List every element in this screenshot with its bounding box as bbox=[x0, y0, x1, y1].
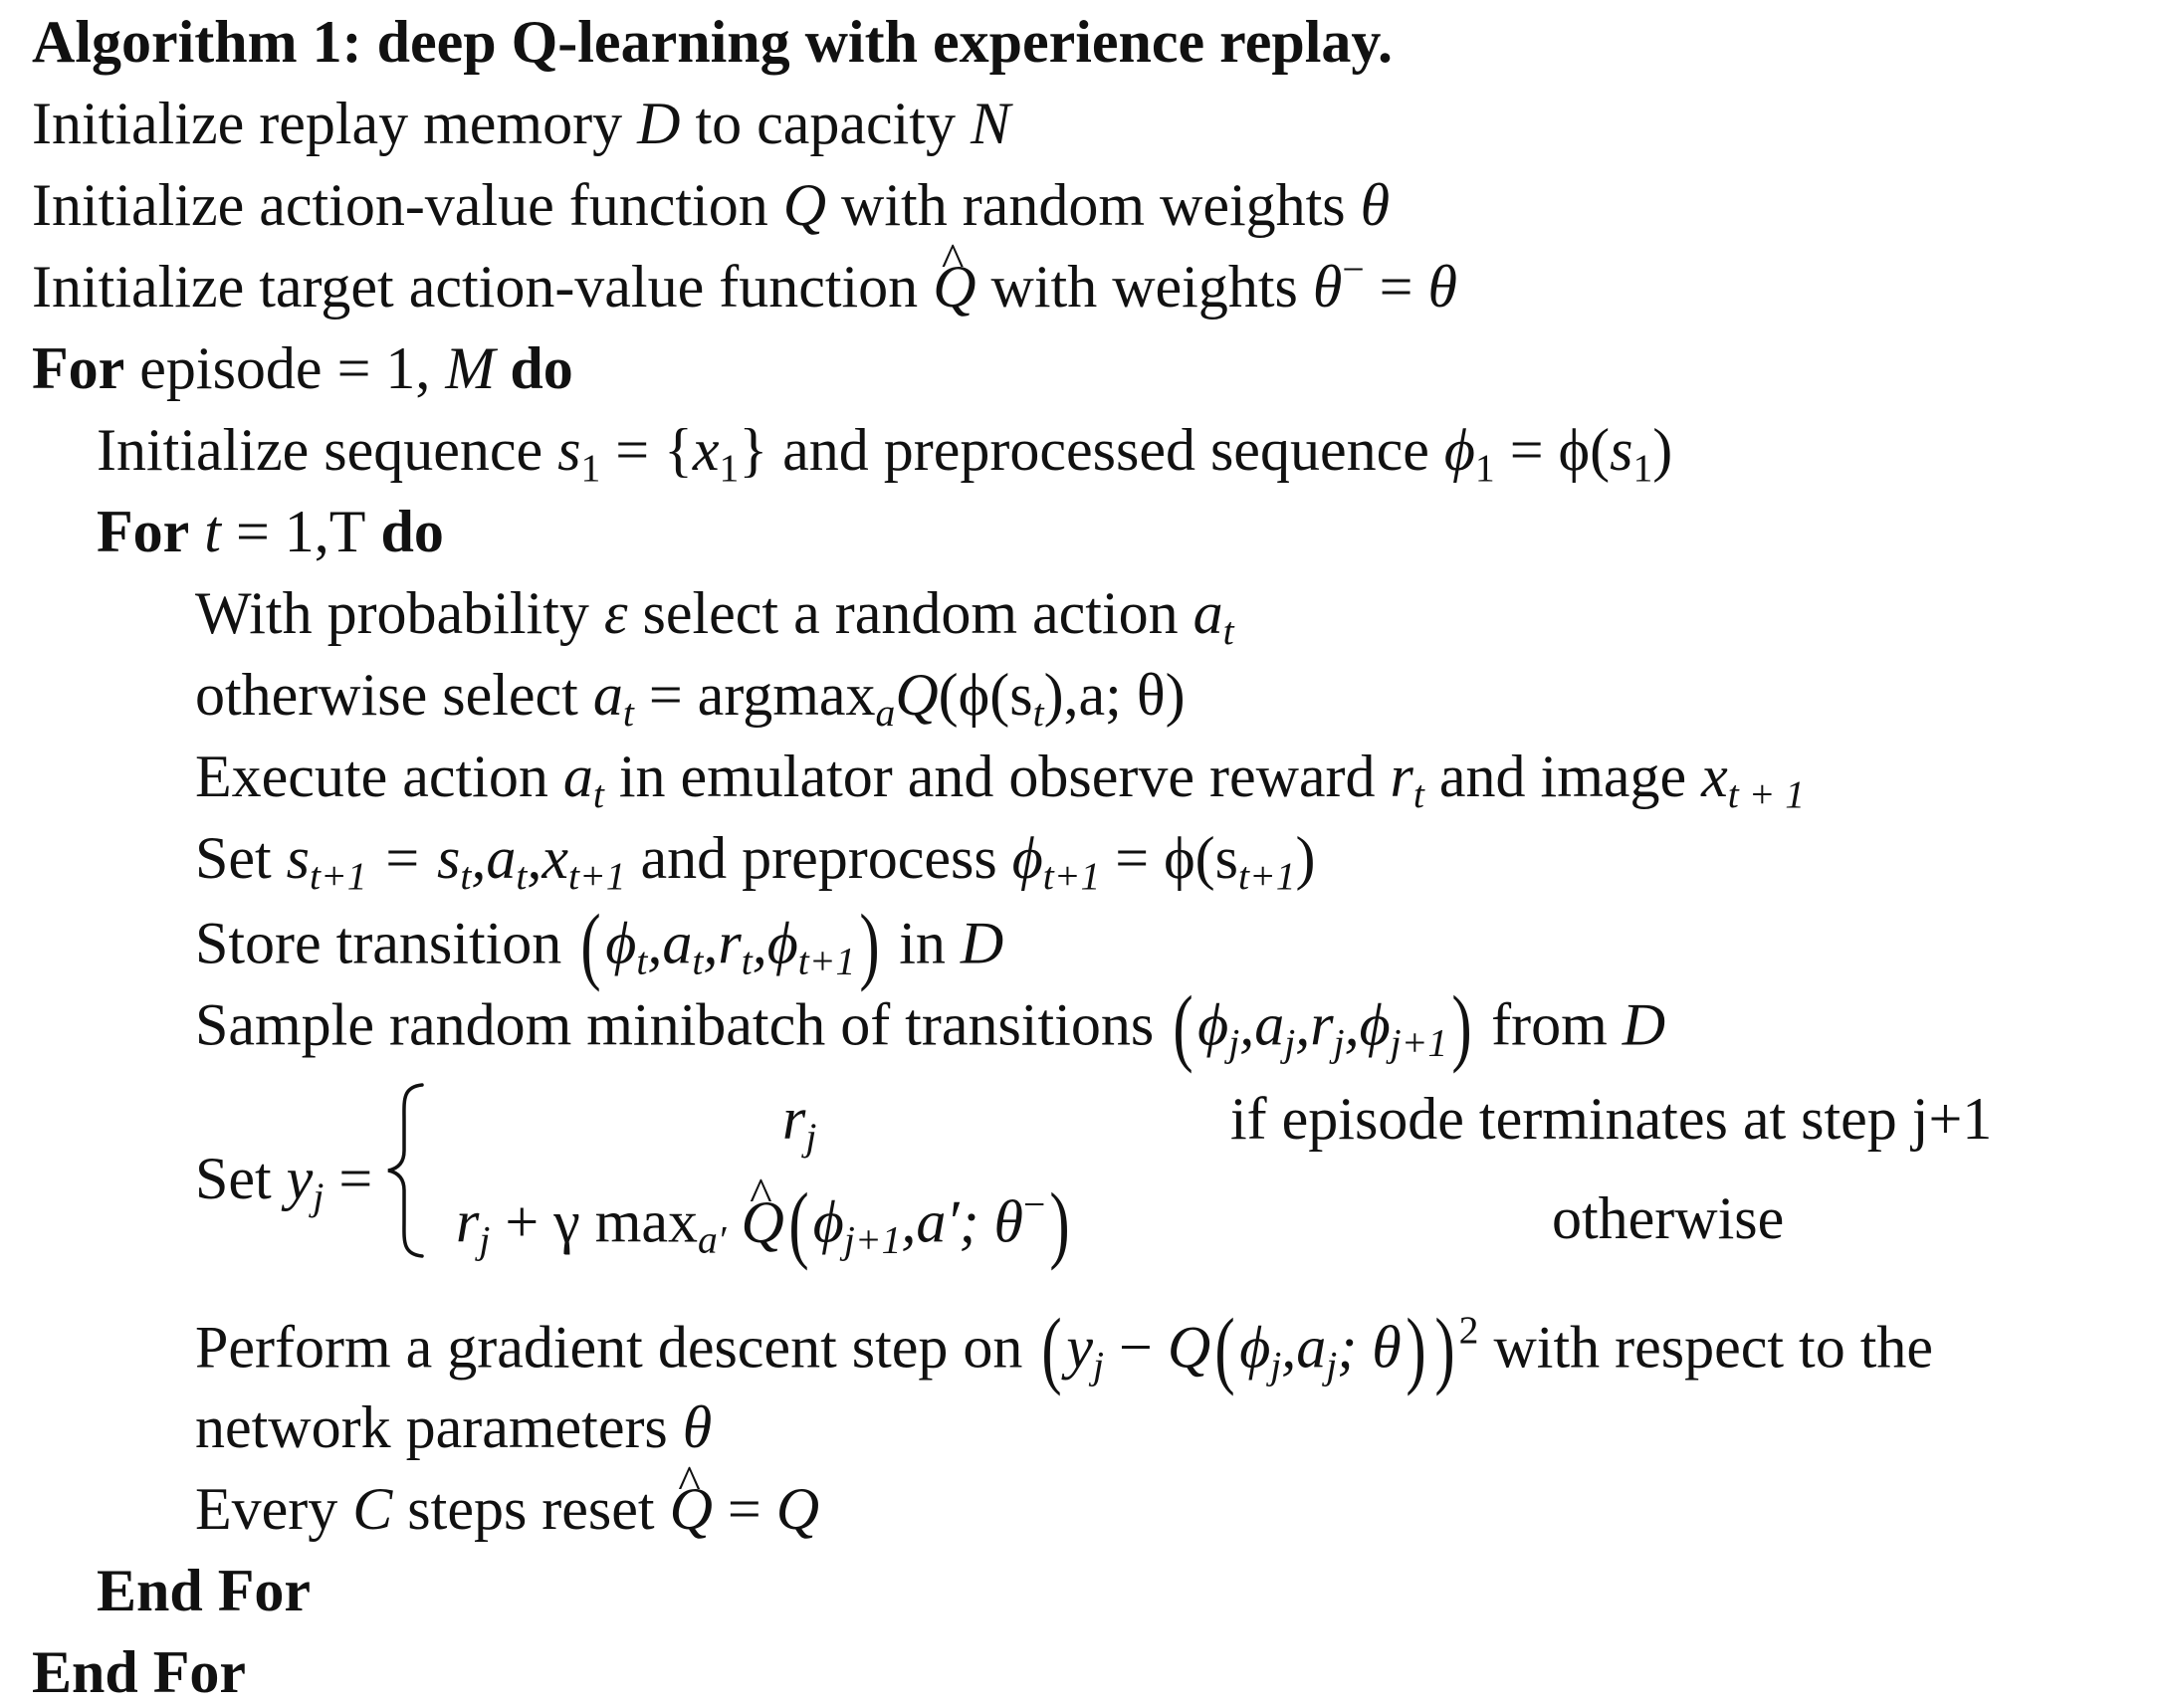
network-text: network parameters bbox=[195, 1394, 683, 1460]
line-sample-minibatch bbox=[195, 977, 1666, 1074]
line-otherwise-select bbox=[195, 662, 1186, 736]
var-q: Q bbox=[1167, 1314, 1211, 1381]
var-r: ,r bbox=[1295, 991, 1334, 1058]
sub: a bbox=[875, 691, 896, 736]
init-q-mid: with random weights bbox=[826, 172, 1361, 238]
algorithm-title-text: Algorithm 1: deep Q-learning with experience replay. bbox=[32, 9, 1394, 75]
line-end-for-inner bbox=[97, 1558, 312, 1623]
line-for-t bbox=[97, 499, 444, 564]
line-for-episode bbox=[32, 335, 573, 401]
sub: j bbox=[1093, 1343, 1105, 1388]
theta-minus-sup: − bbox=[1342, 247, 1365, 292]
args: (ϕ(s bbox=[938, 662, 1033, 728]
var-d: D bbox=[637, 91, 681, 156]
var-s: s bbox=[557, 417, 581, 483]
kw-end-for: End For bbox=[97, 1558, 312, 1623]
var-r: r bbox=[456, 1188, 480, 1255]
set-mid: and preprocess bbox=[625, 825, 1012, 891]
kw-do: do bbox=[365, 499, 444, 564]
sub: j bbox=[479, 1217, 491, 1262]
sub: t bbox=[1412, 772, 1424, 817]
open-paren: ( bbox=[1173, 977, 1194, 1074]
close-paren: ) bbox=[1406, 1300, 1426, 1396]
otherwise-text: otherwise select bbox=[195, 662, 593, 728]
gradient-text: Perform a gradient descent step on bbox=[195, 1314, 1038, 1381]
sub: 1 bbox=[580, 446, 601, 491]
var-q-hat: ^ Q bbox=[933, 257, 976, 317]
sub: t bbox=[592, 772, 604, 817]
var-d: D bbox=[960, 910, 1004, 976]
var-theta-2: θ bbox=[1427, 254, 1457, 320]
args-tail: ),a; θ) bbox=[1043, 662, 1186, 728]
sub: t+1 bbox=[1042, 854, 1101, 899]
init-q-text: Initialize action-value function bbox=[32, 172, 783, 238]
execute-mid2: and image bbox=[1423, 744, 1702, 809]
var-a: ,a bbox=[1239, 991, 1285, 1058]
plus-gamma-max: + γ max bbox=[490, 1188, 699, 1255]
kw-for: For bbox=[97, 499, 190, 564]
eq: = bbox=[324, 1146, 373, 1211]
left-brace-icon bbox=[384, 1081, 428, 1260]
eq-s: = s bbox=[366, 825, 461, 891]
var-t: t bbox=[189, 499, 221, 564]
init-seq-mid: } and preprocessed sequence bbox=[739, 417, 1444, 483]
minus: − bbox=[1104, 1314, 1168, 1381]
sample-text: Sample random minibatch of transitions bbox=[195, 991, 1170, 1058]
init-target-eq: = bbox=[1364, 254, 1428, 320]
var-r: r bbox=[782, 1086, 806, 1152]
close-paren: ) bbox=[1652, 417, 1673, 483]
open-paren: ( bbox=[1214, 1300, 1235, 1396]
var-theta: θ bbox=[1360, 172, 1391, 238]
sub: 1 bbox=[1474, 446, 1495, 491]
argmax: = argmax bbox=[633, 662, 876, 728]
line-init-sequence bbox=[97, 417, 1673, 491]
var-phi: ,ϕ bbox=[1344, 991, 1391, 1058]
store-text: Store transition bbox=[195, 910, 577, 976]
var-a: ,a bbox=[647, 910, 693, 976]
init-seq-eq-phi: = ϕ( bbox=[1494, 417, 1611, 483]
line-store-transition bbox=[195, 896, 1004, 992]
var-phi: ϕ bbox=[605, 910, 637, 976]
sub: a′ bbox=[698, 1217, 727, 1262]
piecewise-target bbox=[195, 1073, 2146, 1272]
sub: t bbox=[516, 854, 528, 899]
sub: t bbox=[636, 939, 648, 983]
spacer bbox=[726, 1189, 741, 1255]
case1-value bbox=[782, 1086, 817, 1160]
sub: j+1 bbox=[843, 1217, 902, 1262]
sub: t bbox=[622, 691, 634, 736]
case2-value bbox=[456, 1174, 1074, 1271]
set-y-label bbox=[195, 1146, 373, 1219]
every-text: Every bbox=[195, 1476, 353, 1542]
execute-text: Execute action bbox=[195, 744, 563, 809]
init-target-text: Initialize target action-value function bbox=[32, 254, 934, 320]
open-paren: ( bbox=[788, 1174, 809, 1271]
sub: j bbox=[1333, 1020, 1345, 1065]
var-phi: ϕ bbox=[812, 1188, 844, 1255]
var-m: M bbox=[445, 335, 496, 401]
execute-mid: in emulator and observe reward bbox=[603, 744, 1391, 809]
init-target-mid: with weights bbox=[976, 254, 1313, 320]
sub: j bbox=[1326, 1343, 1338, 1388]
sub: t bbox=[460, 854, 472, 899]
eq: = bbox=[712, 1476, 776, 1542]
with-prob-mid: select a random action bbox=[627, 580, 1194, 646]
var-theta: θ bbox=[682, 1394, 713, 1460]
sub: t bbox=[741, 939, 753, 983]
sub: j bbox=[1284, 1020, 1296, 1065]
case2-condition: otherwise bbox=[1552, 1185, 1785, 1251]
minus-sup: − bbox=[1022, 1182, 1046, 1227]
comma-x: ,x bbox=[527, 825, 569, 891]
init-memory-mid: to capacity bbox=[680, 91, 971, 156]
close-paren: ) bbox=[859, 896, 880, 992]
sub: t+1 bbox=[1238, 854, 1296, 899]
var-r: r bbox=[1390, 744, 1413, 809]
var-s: s bbox=[286, 825, 311, 891]
square-sup: 2 bbox=[1458, 1308, 1479, 1353]
var-q-hat: ^ Q bbox=[741, 1192, 783, 1252]
set-text: Set bbox=[195, 1146, 287, 1211]
sub: t bbox=[1222, 609, 1234, 654]
var-a: a bbox=[562, 744, 593, 809]
var-a: ,a bbox=[1281, 1314, 1327, 1381]
every-mid: steps reset bbox=[392, 1476, 670, 1542]
args: ,a′; θ bbox=[901, 1188, 1023, 1255]
algorithm-title bbox=[32, 9, 1394, 75]
with-prob-text: With probability bbox=[195, 580, 604, 646]
var-phi: ϕ bbox=[1197, 991, 1229, 1058]
var-x: x bbox=[692, 417, 720, 483]
var-x: x bbox=[1701, 744, 1728, 809]
case1-condition: if episode terminates at step j+1 bbox=[1230, 1086, 1993, 1152]
var-q: Q bbox=[775, 1476, 820, 1542]
sample-tail: from bbox=[1476, 991, 1623, 1058]
line-init-q bbox=[32, 172, 1391, 238]
init-seq-eq: = { bbox=[600, 417, 693, 483]
for-t-mid: = 1,T bbox=[220, 499, 366, 564]
sub: j bbox=[1228, 1020, 1240, 1065]
sub: t + 1 bbox=[1727, 772, 1806, 817]
var-q-hat: ^ Q bbox=[670, 1479, 713, 1539]
sub: t bbox=[692, 939, 704, 983]
var-phi: ϕ bbox=[1443, 417, 1475, 483]
sub: 1 bbox=[1632, 446, 1653, 491]
kw-for: For bbox=[32, 335, 125, 401]
close-paren: ) bbox=[1049, 1174, 1070, 1271]
var-y: y bbox=[1066, 1314, 1094, 1381]
var-c: C bbox=[352, 1476, 393, 1542]
store-tail: in bbox=[884, 910, 961, 976]
var-theta: ; θ bbox=[1337, 1314, 1402, 1381]
var-phi: ϕ bbox=[1011, 825, 1043, 891]
line-with-probability bbox=[195, 580, 1234, 654]
sub: j bbox=[313, 1174, 325, 1219]
for-episode-mid: episode = 1, bbox=[124, 335, 446, 401]
line-end-for-outer bbox=[32, 1639, 247, 1705]
sub: j bbox=[805, 1115, 817, 1160]
eq-phi: = ϕ(s bbox=[1100, 825, 1239, 891]
var-y: y bbox=[286, 1146, 314, 1211]
sub: t+1 bbox=[568, 854, 626, 899]
close-paren: ) bbox=[1434, 1300, 1455, 1396]
gradient-tail: with respect to the bbox=[1478, 1314, 1934, 1381]
var-epsilon: ε bbox=[603, 580, 628, 646]
line-init-memory bbox=[32, 91, 1011, 156]
sub: j bbox=[1270, 1343, 1282, 1388]
open-paren: ( bbox=[580, 896, 601, 992]
var-theta-minus: θ bbox=[1312, 254, 1343, 320]
open-paren: ( bbox=[1041, 1300, 1063, 1396]
var-phi: ,ϕ bbox=[752, 910, 798, 976]
kw-end-for: End For bbox=[32, 1639, 247, 1705]
var-s: s bbox=[1610, 417, 1633, 483]
var-n: N bbox=[970, 91, 1011, 156]
line-init-target bbox=[32, 247, 1457, 320]
close-paren: ) bbox=[1295, 825, 1316, 891]
set-text: Set bbox=[195, 825, 287, 891]
init-seq-text: Initialize sequence bbox=[97, 417, 558, 483]
var-a: a bbox=[1193, 580, 1223, 646]
var-a: a bbox=[592, 662, 623, 728]
sub: t bbox=[1032, 691, 1044, 736]
line-set-s bbox=[195, 825, 1316, 899]
var-q: Q bbox=[895, 662, 939, 728]
line-network-parameters bbox=[195, 1394, 713, 1460]
line-every-c-steps bbox=[195, 1476, 820, 1542]
var-d: D bbox=[1622, 991, 1666, 1058]
sub: 1 bbox=[719, 446, 740, 491]
sub: t+1 bbox=[310, 854, 367, 899]
comma-a: ,a bbox=[471, 825, 517, 891]
close-paren: ) bbox=[1451, 977, 1472, 1074]
kw-do: do bbox=[495, 335, 573, 401]
line-gradient-descent bbox=[195, 1300, 1934, 1396]
var-r: ,r bbox=[703, 910, 742, 976]
line-execute-action bbox=[195, 744, 1806, 817]
sub: j+1 bbox=[1390, 1020, 1448, 1065]
init-memory-text: Initialize replay memory bbox=[32, 91, 638, 156]
sub: t+1 bbox=[797, 939, 856, 983]
var-q: Q bbox=[782, 172, 827, 238]
var-phi: ϕ bbox=[1239, 1314, 1271, 1381]
